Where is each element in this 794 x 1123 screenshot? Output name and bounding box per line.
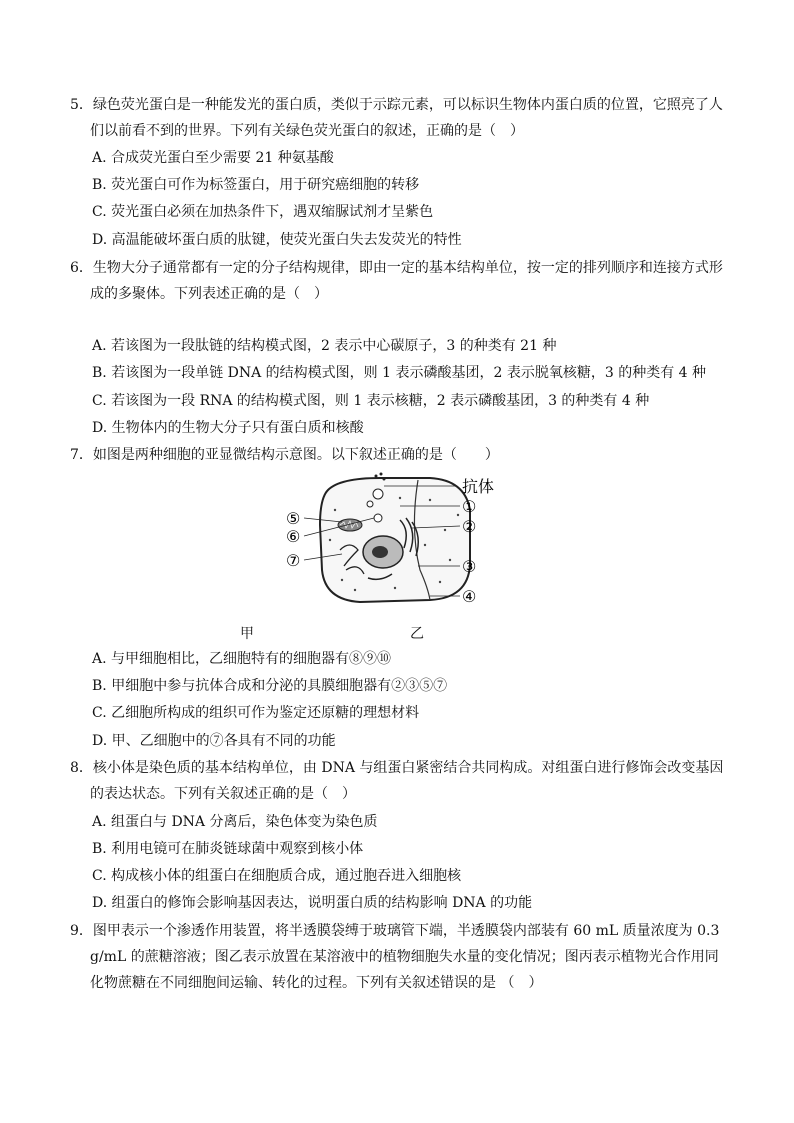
figure-caption-jia: 甲	[240, 626, 254, 642]
question-8	[70, 755, 730, 807]
figure-label-1: ①	[462, 497, 477, 516]
question-7-stem: 7．如图是两种细胞的亚显微结构示意图。以下叙述正确的是（ ）	[70, 447, 499, 463]
figure-label-4: ④	[462, 587, 477, 606]
secretory-vesicle-2	[367, 501, 373, 507]
nucleolus-shape	[372, 546, 388, 558]
q8-option-d[interactable]: D. 组蛋白的修饰会影响基因表达，说明蛋白质的结构影响 DNA 的功能	[92, 895, 533, 911]
figure-caption-yi: 乙	[410, 626, 424, 642]
q6-option-b[interactable]: B. 若该图为一段单链 DNA 的结构模式图，则 1 表示磷酸基团，2 表示脱氧核糖，3 的种类有 4 种	[92, 365, 707, 381]
question-9-stem: 9．图甲表示一个渗透作用装置，将半透膜袋缚于玻璃管下端，半透膜袋内部装有 60 mL 质量浓度为 0.3 g/mL 的蔗糖溶液；图乙表示放置在某溶液中的植物细胞失水量的变化情况；图丙表示植物光合作用同化物蔗糖在不同细胞间运输、转化的过程。下列有关叙述错误的是 （ ）	[70, 923, 720, 991]
q7-option-a[interactable]: A. 与甲细胞相比，乙细胞特有的细胞器有⑧⑨⑩	[92, 651, 392, 667]
q6-option-c[interactable]: C. 若该图为一段 RNA 的结构模式图，则 1 表示核糖，2 表示磷酸基团，3 的种类有 4 种	[92, 393, 650, 409]
question-6-stem: 6．生物大分子通常都有一定的分子结构规律，即由一定的基本结构单位，按一定的排列顺序和连接方式形成的多聚体。下列表述正确的是（ ）	[70, 260, 723, 302]
question-8-stem: 8．核小体是染色质的基本结构单位，由 DNA 与组蛋白紧密结合共同构成。对组蛋白进行修饰会改变基因的表达状态。下列有关叙述正确的是（ ）	[70, 760, 724, 802]
q8-option-b[interactable]: B. 利用电镜可在肺炎链球菌中观察到核小体	[92, 841, 364, 857]
q5-option-c[interactable]: C. 荧光蛋白必须在加热条件下，遇双缩脲试剂才呈紫色	[92, 204, 434, 220]
question-5-stem: 5．绿色荧光蛋白是一种能发光的蛋白质，类似于示踪元素，可以标识生物体内蛋白质的位置，它照亮了人们以前看不到的世界。下列有关绿色荧光蛋白的叙述，正确的是（ ）	[70, 97, 723, 139]
q8-option-c[interactable]: C. 构成核小体的组蛋白在细胞质合成，通过胞吞进入细胞核	[92, 868, 462, 884]
figure-label-7: ⑦	[286, 551, 301, 570]
q7-option-d[interactable]: D. 甲、乙细胞中的⑦各具有不同的功能	[92, 733, 336, 749]
figure-label-antibody: 抗体	[462, 477, 495, 496]
antibody-dot	[375, 475, 378, 478]
q5-option-b[interactable]: B. 荧光蛋白可作为标签蛋白，用于研究癌细胞的转移	[92, 177, 420, 193]
q7-option-c[interactable]: C. 乙细胞所构成的组织可作为鉴定还原糖的理想材料	[92, 705, 420, 721]
q5-option-d[interactable]: D. 高温能破坏蛋白质的肽键，使荧光蛋白失去发荧光的特性	[92, 232, 462, 248]
q5-option-a[interactable]: A. 合成荧光蛋白至少需要 21 种氨基酸	[92, 150, 334, 166]
q6-option-a[interactable]: A. 若该图为一段肽链的结构模式图，2 表示中心碳原子，3 的种类有 21 种	[92, 338, 557, 354]
figure-label-3: ③	[462, 557, 477, 576]
secretory-vesicle	[373, 489, 383, 499]
question-7	[70, 442, 730, 468]
question-5	[70, 92, 730, 144]
figure-label-5: ⑤	[286, 509, 301, 528]
question-6	[70, 255, 730, 307]
q7-option-b[interactable]: B. 甲细胞中参与抗体合成和分泌的具膜细胞器有②③⑤⑦	[92, 678, 448, 694]
q6-option-d[interactable]: D. 生物体内的生物大分子只有蛋白质和核酸	[92, 420, 364, 436]
cell-structure-figure	[280, 470, 520, 610]
figure-label-2: ②	[462, 517, 477, 536]
question-9	[70, 918, 730, 996]
vesicle-3	[374, 514, 382, 522]
antibody-dot	[380, 473, 383, 476]
antibody-dot	[383, 478, 386, 481]
figure-label-6: ⑥	[286, 527, 301, 546]
q8-option-a[interactable]: A. 组蛋白与 DNA 分离后，染色体变为染色质	[92, 814, 378, 830]
